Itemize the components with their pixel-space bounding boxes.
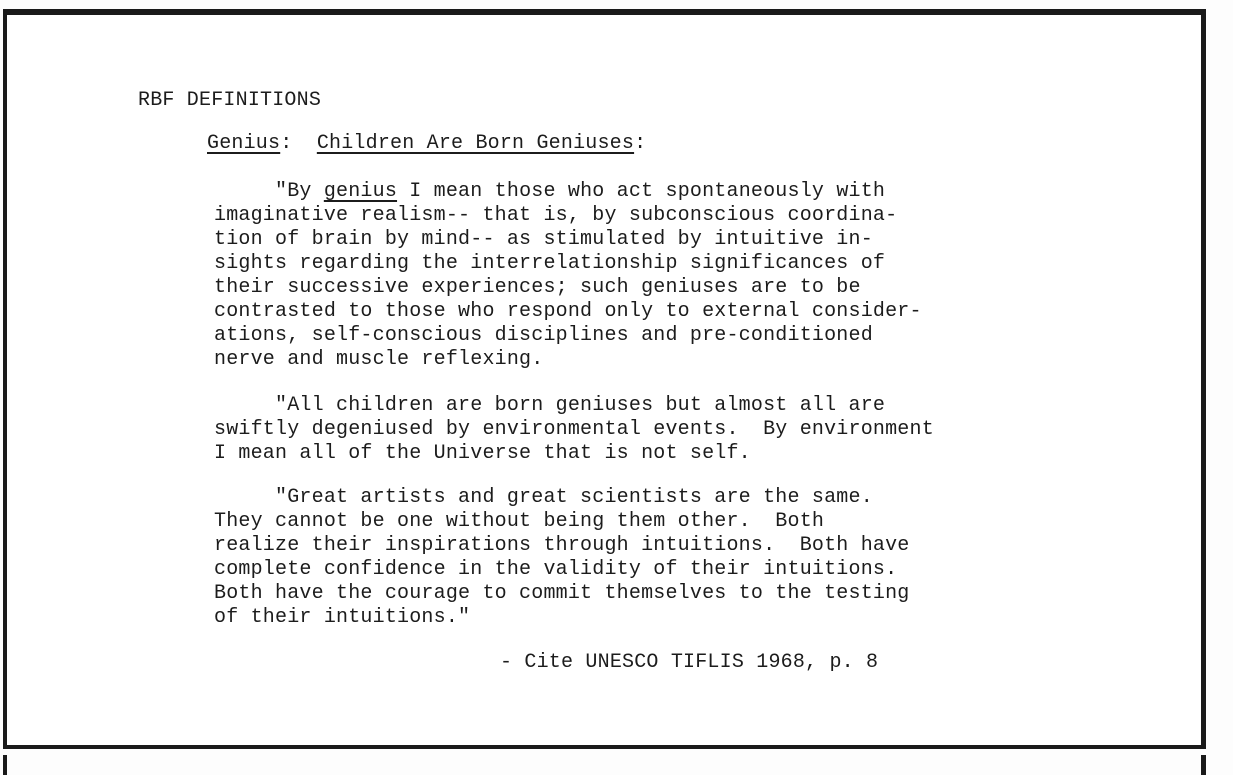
definition-term: Genius [207, 132, 281, 155]
citation: - Cite UNESCO TIFLIS 1968, p. 8 [500, 651, 879, 674]
definition-subtitle: Children Are Born Geniuses [316, 132, 635, 155]
quote-1-rest: I mean those who act spontaneously with imaginative realism-- that is, by subconscious coordina- tion of brain by mind-- as stimulated by intuitive in- sights regarding the interrelationship significances of their successive experiences; such geniuses are to be contrasted to those who respond only to external consider- ations, self-conscious disciplines and pre-conditioned nerve and muscle reflexing. [214, 180, 922, 371]
quote-paragraph-1 [214, 180, 922, 372]
quote-1-open: "By [214, 180, 324, 203]
document-frame [3, 9, 1206, 749]
quote-paragraph-3: "Great artists and great scientists are the same. They cannot be one without being them other. Both realize their inspirations through intuitions. Both have complete confidence in the validity of their intuitions. Both have the courage to commit themselves to the testing of their intuitions." [214, 486, 910, 629]
quote-paragraph-2: "All children are born geniuses but almost all are swiftly degeniused by environmental events. By environment I mean all of the Universe that is not self. [214, 394, 934, 465]
next-frame-edge [3, 755, 1206, 775]
document-heading: RBF DEFINITIONS [138, 89, 322, 112]
subtitle-suffix: : [634, 132, 647, 155]
definition-title [207, 132, 646, 155]
term-separator: : [280, 132, 305, 155]
quote-1-emphasis: genius [323, 180, 398, 203]
